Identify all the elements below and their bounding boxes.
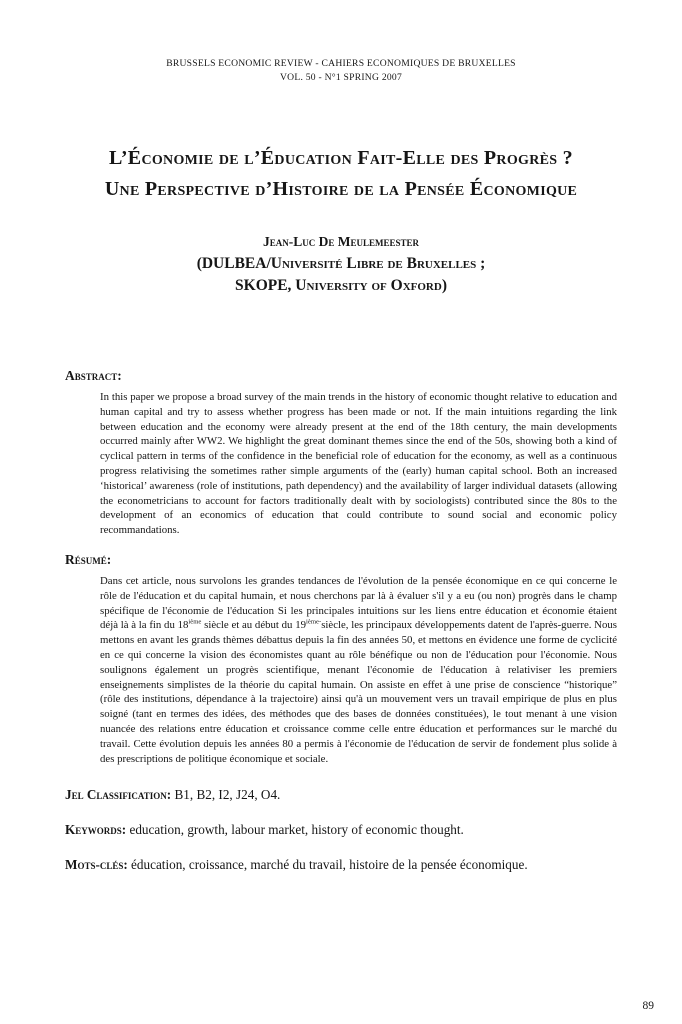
resume-superscript-1: ième bbox=[188, 618, 202, 626]
page-number: 89 bbox=[642, 1000, 654, 1012]
author-name: Jean-Luc De Meulemeester bbox=[262, 234, 419, 249]
title-line-1: L’Économie de l’Éducation Fait-Elle des Progrès ? bbox=[109, 147, 573, 169]
abstract-body: In this paper we propose a broad survey of the main trends in the history of economic thought relative to education and human capital and try to assess whether progress has been made or not. If the main intuitions regarding the link between education and the economy were already present at the end of the 18th century, the main developments occurred mainly after WW2. We highlight the great dominant themes since the end of the 50s, showing both a kind of cyclical pattern in terms of the confidence in the beneficial role of education for the economy, as well as a continuous progress relativising the sometimes rather simple arguments of the (early) human capital school. Both an increased ‘historical’ awareness (role of institutions, path dependency) and the availability of larger individual datasets (allowing the econometricians to account for factors traditionally dealt with by sociologists) contributed since the 80s to the development of an economics of education that could contribute to sound social and economic policy recommandations. bbox=[100, 391, 617, 537]
keywords-line bbox=[65, 821, 617, 839]
author-affiliation bbox=[65, 253, 617, 297]
title-line-2: Une Perspective d’Histoire de la Pensée Économique bbox=[104, 178, 578, 200]
journal-issue: VOL. 50 - N°1 SPRING 2007 bbox=[279, 72, 403, 83]
jel-value: B1, B2, I2, J24, O4. bbox=[174, 787, 281, 803]
resume-body bbox=[100, 574, 617, 766]
resume-label: Résumé: bbox=[65, 551, 112, 567]
abstract-label: Abstract: bbox=[65, 368, 122, 383]
resume-text-2: siècle et au début du 19 bbox=[201, 619, 306, 632]
abstract-section bbox=[65, 367, 617, 538]
jel-classification-line bbox=[65, 786, 617, 804]
keywords-label: Keywords: bbox=[65, 822, 127, 838]
affiliation-line-2: SKOPE, University of Oxford) bbox=[235, 277, 447, 294]
journal-name: BRUSSELS ECONOMIC REVIEW - CAHIERS ECONOMIQUES DE BRUXELLES bbox=[166, 58, 516, 69]
mots-cles-value: éducation, croissance, marché du travail, histoire de la pensée économique. bbox=[131, 857, 528, 873]
author-block bbox=[65, 231, 617, 297]
mots-cles-line bbox=[65, 856, 617, 874]
paper-title bbox=[65, 143, 617, 205]
resume-superscript-2: ième- bbox=[306, 618, 322, 626]
keywords-value: education, growth, labour market, history of economic thought. bbox=[129, 822, 464, 838]
resume-text-1: Dans cet article, nous survolons les grandes tendances de l'évolution de la pensée économique en ce qui concerne le rôle de l'éducation et du capital humain, et nous cherchons par là à évaluer s'il y a eu (ou non) progrès dans le champ spécifique de l'économie de l'éducation Si les principales intuitions sur les liens entre éducation et économie étaient déjà là à la fin du 18 bbox=[100, 574, 617, 632]
resume-section bbox=[65, 551, 617, 766]
affiliation-line-1: (DULBEA/Université Libre de Bruxelles ; bbox=[196, 255, 486, 272]
mots-cles-label: Mots-clés: bbox=[65, 857, 128, 873]
journal-header bbox=[65, 57, 617, 85]
jel-label: Jel Classification: bbox=[65, 787, 172, 803]
resume-text-3: siècle, les principaux développements datent de l'après-guerre. Nous mettons en avant les grands thèmes débattus depuis la fin des années 50, et mettons en évidence une forme de cyclicité en ce qui concerne la vision des économistes quant au rôle bénéfique ou non de l'éducation pour l'économie. Nous soulignons également un progrès scientifique, menant l'économie de l'éducation à relativiser les premiers enseignements simplistes de la théorie du capital humain. On assiste en effet à une prise de conscience “historique” (rôle des institutions, dépendance à la trajectoire) ainsi qu'à un mouvement vers un travail empirique de plus en plus soigné (tant en termes des idées, des méthodes que des bases de données constituées), le tout menant à une vision nuancée des relations entre éducation et croissance comme celle entre éducation et performances sur le marché du travail. Cette évolution depuis les années 80 a permis à l'économie de l'éducation de servir de fondement plus solide à des prescriptions de politique économique et sociale. bbox=[100, 619, 617, 765]
